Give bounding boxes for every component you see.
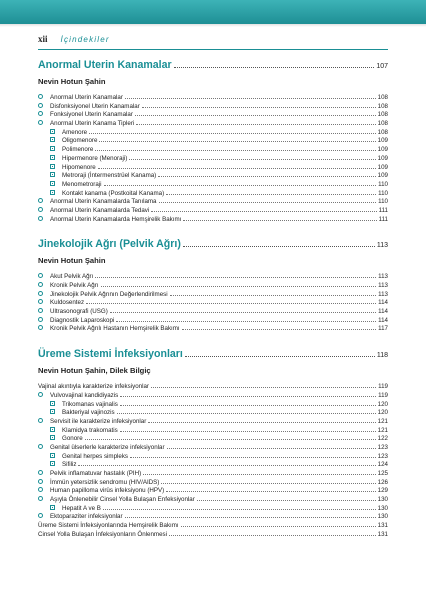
toc-section xyxy=(38,348,388,539)
circle-bullet-icon xyxy=(38,291,43,296)
entry-title: Cinsel Yolla Bulaşan İnfeksiyonların Önlenmesi xyxy=(38,530,167,538)
entry-page: 110 xyxy=(378,189,388,197)
toc-entry[interactable] xyxy=(38,453,388,462)
entry-page: 113 xyxy=(378,273,388,281)
circle-bullet-icon xyxy=(38,470,43,475)
toc-entry[interactable] xyxy=(38,94,388,103)
section-authors: Nevin Hotun Şahin xyxy=(38,77,106,86)
toc-entry[interactable] xyxy=(38,444,388,453)
entry-title: Sifiliz xyxy=(62,461,77,469)
entry-title: Amenore xyxy=(62,128,88,136)
square-bullet-icon xyxy=(50,181,55,186)
leader-dots xyxy=(148,422,375,423)
entry-title: Kuldosentez xyxy=(50,299,85,307)
square-bullet-icon xyxy=(50,137,55,142)
leader-dots xyxy=(151,387,376,388)
entry-page: 108 xyxy=(377,120,388,128)
toc-entry[interactable] xyxy=(38,470,388,479)
page-number: xii xyxy=(38,34,48,44)
toc-entry[interactable] xyxy=(38,181,388,190)
entry-page: 130 xyxy=(377,496,388,504)
entry-title: Hepatit A ve B xyxy=(62,504,101,512)
circle-bullet-icon xyxy=(38,325,43,330)
entry-title: Üreme Sistemi İnfeksiyonlarında Hemşirelik Bakımı xyxy=(38,522,179,530)
leader-dots xyxy=(95,150,375,151)
entry-title: Disfonksiyonel Uterin Kanamalar xyxy=(50,102,140,110)
entry-page: 123 xyxy=(377,452,388,460)
toc-entry[interactable] xyxy=(38,487,388,496)
table-of-contents xyxy=(38,59,388,540)
section-authors: Nevin Hotun Şahin, Dilek Bilgiç xyxy=(38,366,151,376)
leader-dots xyxy=(130,457,376,458)
square-bullet-icon xyxy=(50,164,55,169)
toc-entry[interactable] xyxy=(38,164,388,173)
leader-dots xyxy=(167,448,376,449)
entry-title: Kontakt kanama (Postkoital Kanama) xyxy=(62,189,165,197)
section-title-row[interactable] xyxy=(38,348,388,360)
entry-page: 129 xyxy=(377,487,388,495)
circle-bullet-icon xyxy=(38,308,43,313)
entry-page: 111 xyxy=(378,215,388,223)
leader-dots xyxy=(117,413,376,414)
leader-dots xyxy=(86,303,376,304)
toc-entry[interactable] xyxy=(38,120,388,129)
entry-page: 124 xyxy=(377,461,388,469)
entry-page: 109 xyxy=(377,172,388,180)
entry-page: 113 xyxy=(378,290,388,298)
section-page: 118 xyxy=(376,352,388,360)
entry-page: 108 xyxy=(377,94,388,101)
leader-dots xyxy=(197,500,376,501)
leader-dots xyxy=(120,431,376,432)
toc-entry[interactable] xyxy=(38,103,388,112)
toc-entry[interactable] xyxy=(38,513,388,522)
toc-section xyxy=(38,238,388,334)
entry-page: 110 xyxy=(378,180,388,188)
entry-page: 111 xyxy=(378,206,388,214)
entry-title: Ultrasonografi (USG) xyxy=(50,308,108,316)
entry-title: Anormal Uterin Kanamalarda Hemşirelik Bakımı xyxy=(50,215,182,223)
leader-dots xyxy=(183,246,375,247)
section-title: Üreme Sistemi İnfeksiyonları xyxy=(38,348,183,361)
entry-title: Bakteriyal vajinozis xyxy=(62,409,115,417)
toc-entry[interactable] xyxy=(38,291,388,300)
square-bullet-icon xyxy=(50,172,55,177)
leader-dots xyxy=(182,329,376,330)
circle-bullet-icon xyxy=(38,103,43,108)
entry-page: 109 xyxy=(377,137,388,145)
square-bullet-icon xyxy=(50,453,55,458)
entry-title: Anormal Uterin Kanamalarda Tanılama xyxy=(50,198,157,206)
entry-title: Akut Pelvik Ağrı xyxy=(50,273,94,281)
toc-entry[interactable] xyxy=(38,198,388,207)
toc-entry[interactable] xyxy=(38,282,388,291)
page-header xyxy=(38,34,388,48)
circle-bullet-icon xyxy=(38,479,43,484)
leader-dots xyxy=(125,98,376,99)
entry-title: Menometroraji xyxy=(62,180,102,188)
toc-entry[interactable] xyxy=(38,216,388,225)
entry-page: 121 xyxy=(377,426,388,434)
square-bullet-icon xyxy=(50,146,55,151)
leader-dots xyxy=(185,356,375,357)
leader-dots xyxy=(142,107,376,108)
circle-bullet-icon xyxy=(38,496,43,501)
toc-section xyxy=(38,59,388,224)
leader-dots xyxy=(159,202,377,203)
leader-dots xyxy=(183,220,376,221)
circle-bullet-icon xyxy=(38,94,43,99)
toc-entry[interactable] xyxy=(38,409,388,418)
entry-title: Genital herpes simpleks xyxy=(62,452,129,460)
entry-title: Oligomenore xyxy=(62,137,98,145)
leader-dots xyxy=(166,491,376,492)
leader-dots xyxy=(161,483,375,484)
leader-dots xyxy=(181,526,376,527)
toc-entry[interactable] xyxy=(38,111,388,120)
entry-title: Jinekolojik Pelvik Ağrının Değerlendirilmesi xyxy=(50,290,168,298)
entry-page: 109 xyxy=(377,154,388,162)
entry-page: 130 xyxy=(377,504,388,512)
entry-title: Vajinal akıntıyla karakterize infeksiyonlar xyxy=(38,383,149,391)
leader-dots xyxy=(110,312,376,313)
leader-dots xyxy=(85,439,376,440)
entry-page: 131 xyxy=(377,522,388,530)
square-bullet-icon xyxy=(50,401,55,406)
toc-entry[interactable] xyxy=(38,137,388,146)
entry-title: Polimenore xyxy=(62,146,94,154)
entry-title: Kronik Pelvik Ağrı xyxy=(50,282,99,289)
circle-bullet-icon xyxy=(38,418,43,423)
circle-bullet-icon xyxy=(38,111,43,116)
entry-title: Metroraji (İntermenstrüel Kanama) xyxy=(62,172,157,180)
leader-dots xyxy=(174,67,375,68)
section-page: 107 xyxy=(376,63,388,70)
entry-page: 114 xyxy=(378,299,388,307)
entry-title: Fonksiyonel Uterin Kanamalar xyxy=(50,111,133,119)
entry-title: Anormal Uterin Kanama Tipleri xyxy=(50,120,135,128)
leader-dots xyxy=(158,176,375,177)
toc-entry[interactable] xyxy=(38,522,388,531)
entry-title: Diagnostik Laparoskopi xyxy=(50,316,115,324)
toc-entry[interactable] xyxy=(38,207,388,216)
header-title: İçindekiler xyxy=(60,35,110,44)
leader-dots xyxy=(135,115,376,116)
toc-entry[interactable] xyxy=(38,496,388,505)
leader-dots xyxy=(103,509,376,510)
entry-title: Ektoparaziter infeksiyonlar xyxy=(50,513,123,521)
entry-title: Vulvovajinal kandidiyazis xyxy=(50,391,119,399)
leader-dots xyxy=(89,133,376,134)
entry-page: 110 xyxy=(378,198,388,206)
entry-page: 113 xyxy=(378,282,388,289)
leader-dots xyxy=(143,474,376,475)
entry-page: 120 xyxy=(377,400,388,408)
entry-page: 109 xyxy=(377,163,388,171)
toc-entry[interactable] xyxy=(38,308,388,317)
section-title-row[interactable] xyxy=(38,238,388,250)
circle-bullet-icon xyxy=(38,392,43,397)
entry-page: 114 xyxy=(378,308,388,316)
entry-page: 108 xyxy=(377,128,388,136)
entry-title: İmmün yetersizlik sendromu (HIV/AIDS) xyxy=(50,478,160,486)
section-authors: Nevin Hotun Şahin xyxy=(38,256,106,266)
circle-bullet-icon xyxy=(38,317,43,322)
toc-entry[interactable] xyxy=(38,155,388,164)
toc-entry[interactable] xyxy=(38,392,388,401)
header-rule xyxy=(38,49,388,50)
leader-dots xyxy=(169,535,376,536)
circle-bullet-icon xyxy=(38,273,43,278)
square-bullet-icon xyxy=(50,129,55,134)
leader-dots xyxy=(166,194,376,195)
entry-page: 114 xyxy=(378,316,388,324)
entry-title: Hipomenore xyxy=(62,163,96,171)
circle-bullet-icon xyxy=(38,120,43,125)
entry-title: Aşıyla Önlenebilir Cinsel Yolla Bulaşan Enfeksiyonlar xyxy=(50,496,195,504)
entry-page: 119 xyxy=(378,383,388,391)
toc-entry[interactable] xyxy=(38,273,388,282)
square-bullet-icon xyxy=(50,435,55,440)
entry-page: 130 xyxy=(377,513,388,521)
circle-bullet-icon xyxy=(38,207,43,212)
square-bullet-icon xyxy=(50,505,55,510)
entry-title: Pelvik inflamatuvar hastalık (PIH) xyxy=(50,470,142,477)
toc-entry[interactable] xyxy=(38,317,388,326)
entry-page: 122 xyxy=(377,435,388,443)
square-bullet-icon xyxy=(50,427,55,432)
section-title: Anormal Uterin Kanamalar xyxy=(38,59,172,71)
toc-entry[interactable] xyxy=(38,461,388,470)
entry-page: 109 xyxy=(377,146,388,154)
leader-dots xyxy=(120,405,376,406)
entry-page: 126 xyxy=(377,478,388,486)
leader-dots xyxy=(95,277,376,278)
circle-bullet-icon xyxy=(38,299,43,304)
circle-bullet-icon xyxy=(38,282,43,287)
circle-bullet-icon xyxy=(38,513,43,518)
section-title: Jinekolojik Ağrı (Pelvik Ağrı) xyxy=(38,238,181,251)
top-color-band xyxy=(0,0,426,24)
toc-entry[interactable] xyxy=(38,383,388,392)
square-bullet-icon xyxy=(50,190,55,195)
entry-title: Gonore xyxy=(62,435,83,443)
toc-entry[interactable] xyxy=(38,146,388,155)
top-band-shadow xyxy=(0,24,426,27)
toc-entry[interactable] xyxy=(38,427,388,436)
square-bullet-icon xyxy=(50,461,55,466)
leader-dots xyxy=(120,396,376,397)
entry-page: 131 xyxy=(377,530,388,538)
entry-title: Servisit ile karakterize infeksiyonlar xyxy=(50,417,147,425)
toc-entry[interactable] xyxy=(38,325,388,334)
leader-dots xyxy=(151,211,376,212)
toc-entry[interactable] xyxy=(38,401,388,410)
entry-title: Anormal Uterin Kanamalar xyxy=(50,94,123,101)
entry-page: 121 xyxy=(377,417,388,425)
entry-title: Kronik Pelvik Ağrılı Hastanın Hemşirelik Bakımı xyxy=(50,325,180,333)
circle-bullet-icon xyxy=(38,444,43,449)
leader-dots xyxy=(104,185,377,186)
circle-bullet-icon xyxy=(38,198,43,203)
toc-entry[interactable] xyxy=(38,190,388,199)
leader-dots xyxy=(98,168,376,169)
entry-title: Hipermenore (Menoraji) xyxy=(62,154,128,162)
entry-page: 108 xyxy=(377,111,388,119)
toc-entry[interactable] xyxy=(38,172,388,181)
toc-entry[interactable] xyxy=(38,479,388,488)
circle-bullet-icon xyxy=(38,216,43,221)
entry-title: Klamidya trakomatis xyxy=(62,426,118,434)
toc-entry[interactable] xyxy=(38,505,388,514)
circle-bullet-icon xyxy=(38,487,43,492)
square-bullet-icon xyxy=(50,409,55,414)
entry-title: Trikomanas vajinalis xyxy=(62,400,118,408)
entry-title: Genital ülserlerle karakterize infeksiyonlar xyxy=(50,443,165,451)
entry-title: Anormal Uterin Kanamalarda Tedavi xyxy=(50,206,150,214)
entry-page: 117 xyxy=(378,325,388,333)
entry-page: 120 xyxy=(377,409,388,417)
entry-page: 108 xyxy=(377,102,388,110)
leader-dots xyxy=(101,286,377,287)
section-page: 113 xyxy=(376,242,388,250)
section-gap xyxy=(38,224,388,232)
entry-title: Human papilloma virüs infeksiyonu (HPV) xyxy=(50,487,165,495)
entry-page: 123 xyxy=(377,443,388,451)
leader-dots xyxy=(129,159,375,160)
toc-entry[interactable] xyxy=(38,299,388,308)
leader-dots xyxy=(116,321,376,322)
square-bullet-icon xyxy=(50,155,55,160)
leader-dots xyxy=(136,124,375,125)
toc-entry[interactable] xyxy=(38,435,388,444)
leader-dots xyxy=(125,517,376,518)
toc-entry[interactable] xyxy=(38,531,388,540)
entry-page: 125 xyxy=(377,470,388,477)
toc-entry[interactable] xyxy=(38,129,388,138)
entry-page: 119 xyxy=(378,391,388,399)
toc-entry[interactable] xyxy=(38,418,388,427)
section-gap xyxy=(38,334,388,342)
leader-dots xyxy=(170,295,377,296)
section-title-row[interactable] xyxy=(38,59,388,71)
leader-dots xyxy=(78,465,375,466)
leader-dots xyxy=(99,141,375,142)
